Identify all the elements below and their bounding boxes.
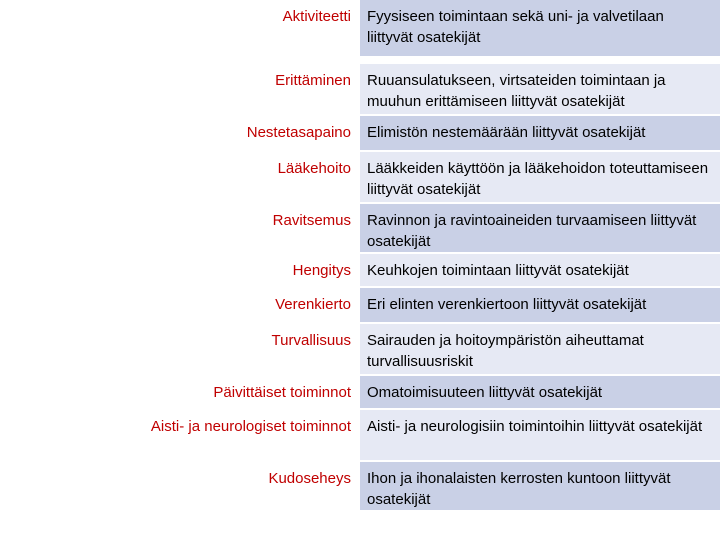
category-label: Nestetasapaino: [112, 116, 358, 150]
table-row: [112, 288, 720, 324]
category-description: Ihon ja ihonalaisten kerrosten kuntoon liittyvät osatekijät: [358, 462, 720, 510]
category-description: Eri elinten verenkiertoon liittyvät osatekijät: [358, 288, 720, 322]
category-description: Ruuansulatukseen, virtsateiden toimintaan ja muuhun erittämiseen liittyvät osatekijät: [358, 64, 720, 114]
table-row: [112, 254, 720, 288]
category-description: Elimistön nestemäärään liittyvät osatekijät: [358, 116, 720, 150]
category-description: Sairauden ja hoitoympäristön aiheuttamat turvallisuusriskit: [358, 324, 720, 374]
table-row: [112, 116, 720, 152]
category-label: Aktiviteetti: [112, 0, 358, 56]
table-row: [112, 324, 720, 376]
table-row: [112, 410, 720, 462]
category-label: Turvallisuus: [112, 324, 358, 374]
category-label: Erittäminen: [112, 64, 358, 114]
table-row: [112, 0, 720, 58]
table-row: [112, 376, 720, 410]
category-description: Ravinnon ja ravintoaineiden turvaamiseen liittyvät osatekijät: [358, 204, 720, 252]
table-row: [112, 204, 720, 254]
category-description: Aisti- ja neurologisiin toimintoihin liittyvät osatekijät: [358, 410, 720, 460]
category-label: Lääkehoito: [112, 152, 358, 202]
category-label: Aisti- ja neurologiset toiminnot: [112, 410, 358, 460]
category-description: Omatoimisuuteen liittyvät osatekijät: [358, 376, 720, 408]
category-label: Kudoseheys: [112, 462, 358, 510]
category-description: Fyysiseen toimintaan sekä uni- ja valvetilaan liittyvät osatekijät: [358, 0, 720, 56]
table-row: [112, 152, 720, 204]
category-label: Päivittäiset toiminnot: [112, 376, 358, 408]
category-label: Verenkierto: [112, 288, 358, 322]
category-label: Ravitsemus: [112, 204, 358, 252]
category-table: [112, 0, 720, 512]
category-description: Lääkkeiden käyttöön ja lääkehoidon toteuttamiseen liittyvät osatekijät: [358, 152, 720, 202]
category-description: Keuhkojen toimintaan liittyvät osatekijät: [358, 254, 720, 286]
table-row: [112, 462, 720, 512]
category-label: Hengitys: [112, 254, 358, 286]
table-row: [112, 64, 720, 116]
